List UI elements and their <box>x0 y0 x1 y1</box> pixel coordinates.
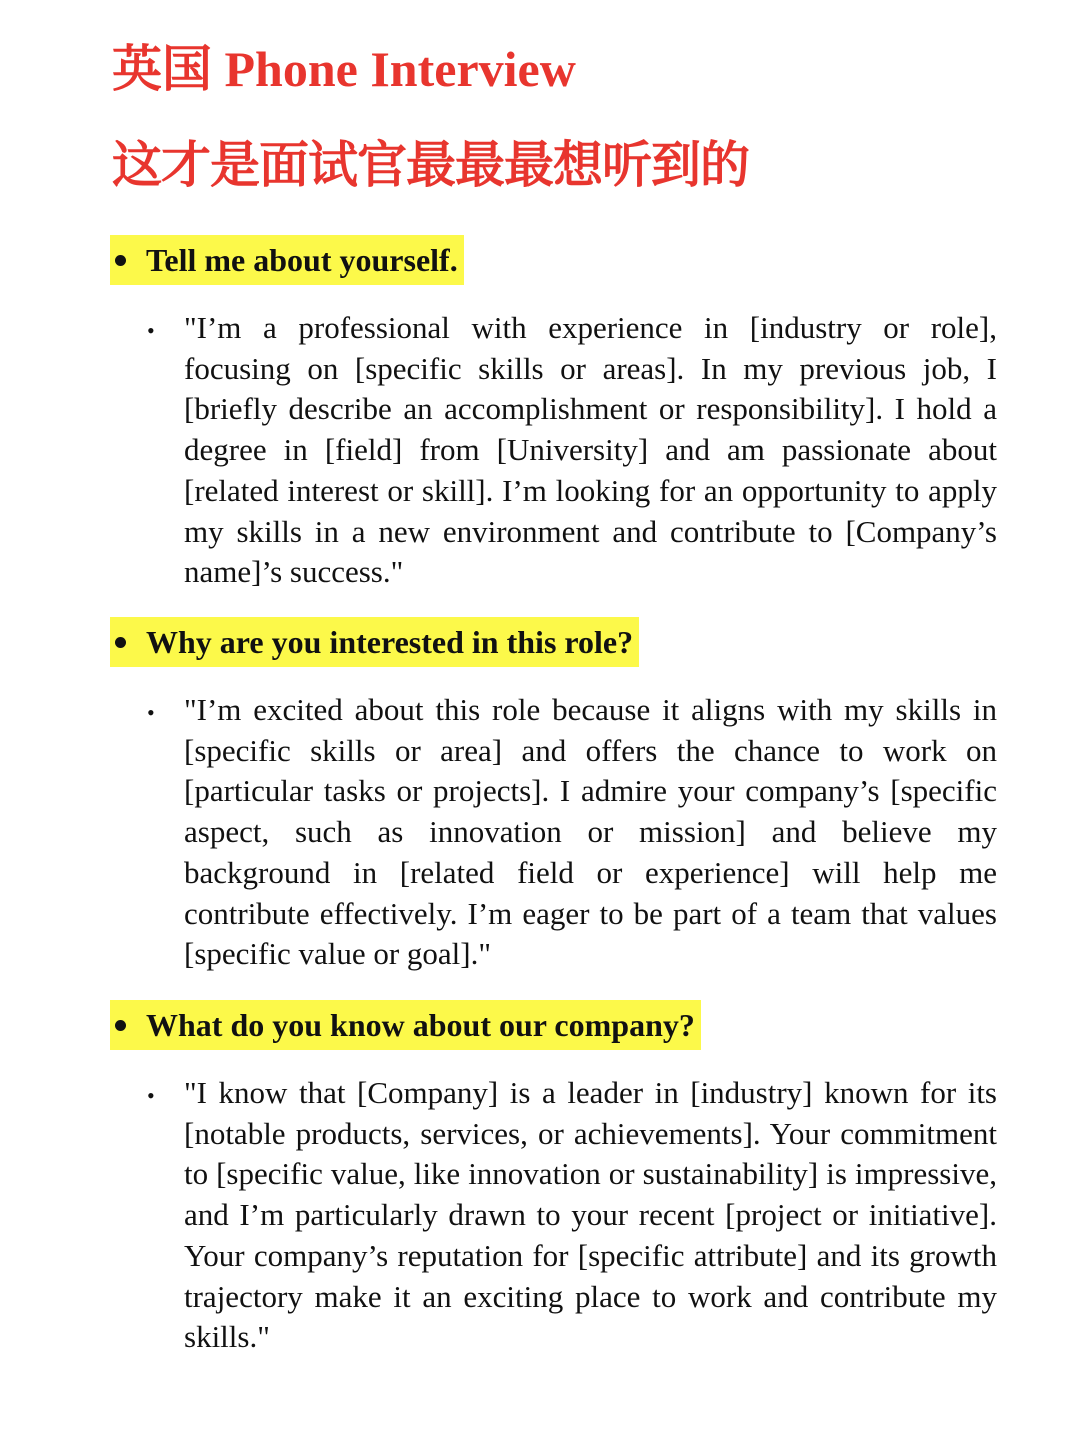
answer-bullet-icon: • <box>147 1083 155 1108</box>
question-highlight <box>110 1000 701 1050</box>
page-title <box>112 38 576 100</box>
page-subtitle: 这才是面试官最最最想听到的 <box>112 136 749 194</box>
question-text: What do you know about our company? <box>146 1007 695 1043</box>
answer-text: "I’m excited about this role because it aligns with my skills in [specific skills or area] and offers the chance to work on [particular tasks or projects]. I admire your company’s [specific aspect, such as innovation or mission] and believe my background in [related field or experience] will help me contribute effectively. I’m eager to be part of a team that values [specific value or goal]." <box>184 692 997 972</box>
question-text: Tell me about yourself. <box>146 242 458 278</box>
bullet-icon <box>115 1020 126 1031</box>
answer-text: "I’m a professional with experience in [industry or role], focusing on [specific skills or areas]. In my previous job, I [briefly describe an accomplishment or responsibility]. I hold a degree in [field] from [University] and am passionate about [related interest or skill]. I’m looking for an opportunity to apply my skills in a new environment and contribute to [Company’s name]’s success." <box>184 310 997 590</box>
question-highlight <box>110 235 464 285</box>
bullet-icon <box>115 255 126 266</box>
answer-text: "I know that [Company] is a leader in [industry] known for its [notable products, services, or achievements]. Your commitment to [specific value, like innovation or sustainability] is impressive, and I’m particularly drawn to your recent [project or initiative]. Your company’s reputation for [specific attribute] and its growth trajectory make it an exciting place to work and contribute my skills." <box>184 1075 997 1355</box>
question-highlight <box>110 617 639 667</box>
question-text: Why are you interested in this role? <box>146 624 634 660</box>
title-country: 英国 <box>112 40 212 98</box>
title-phone-interview: Phone Interview <box>212 41 576 97</box>
answer-bullet-icon: • <box>147 700 155 725</box>
bullet-icon <box>115 637 126 648</box>
answer-bullet-icon: • <box>147 318 155 343</box>
